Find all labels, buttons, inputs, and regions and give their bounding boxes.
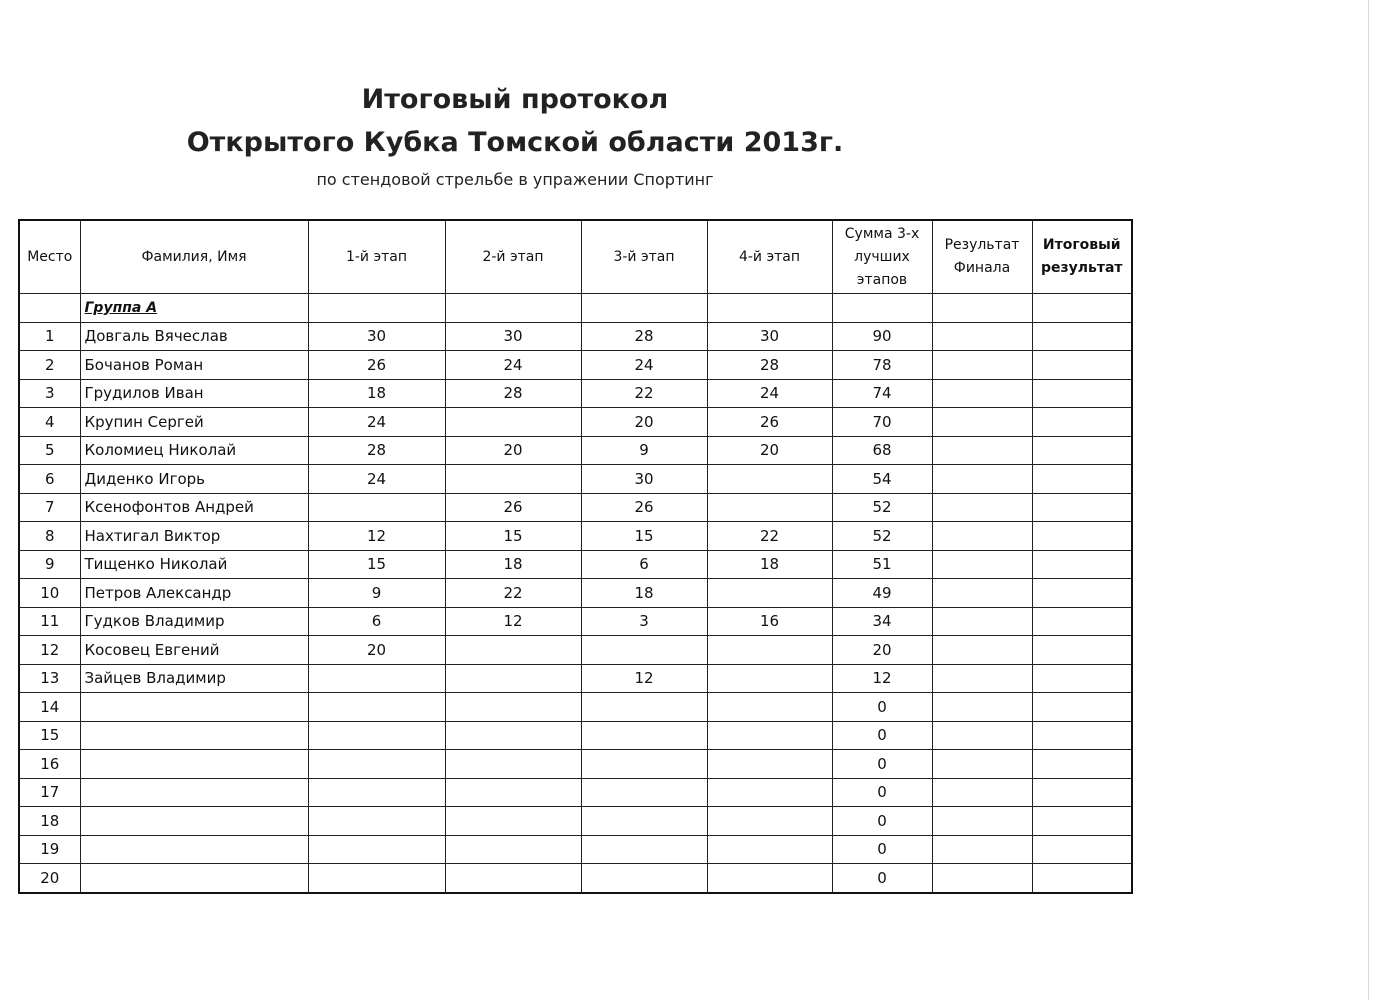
stage3-cell: 20: [581, 408, 707, 437]
document-subtitle: по стендовой стрельбе в упражении Спортинг: [316, 170, 714, 189]
table-row: [19, 522, 1132, 551]
stage2-cell: [445, 835, 581, 864]
place-cell: 5: [19, 436, 80, 465]
stage4-cell: [707, 636, 832, 665]
stage2-cell: 18: [445, 550, 581, 579]
total-result-cell: [1032, 864, 1132, 893]
stage2-cell: [445, 408, 581, 437]
stage1-cell: 24: [308, 408, 445, 437]
empty-cell: [308, 294, 445, 323]
total-result-cell: [1032, 351, 1132, 380]
group-label: Группа А: [80, 294, 308, 323]
best3-sum-cell: 0: [832, 807, 932, 836]
name-cell: Гудков Владимир: [80, 607, 308, 636]
stage3-cell: 26: [581, 493, 707, 522]
stage2-cell: [445, 864, 581, 893]
final-result-cell: [932, 664, 1032, 693]
final-result-cell: [932, 436, 1032, 465]
name-cell: [80, 750, 308, 779]
column-header-stage3: 3-й этап: [581, 220, 707, 294]
final-result-cell: [932, 636, 1032, 665]
table-row: [19, 465, 1132, 494]
stage1-cell: 18: [308, 379, 445, 408]
table-row: [19, 664, 1132, 693]
empty-cell: [581, 294, 707, 323]
final-result-cell: [932, 522, 1032, 551]
stage4-cell: 26: [707, 408, 832, 437]
stage4-cell: [707, 579, 832, 608]
best3-sum-cell: 0: [832, 693, 932, 722]
stage3-cell: 15: [581, 522, 707, 551]
total-result-cell: [1032, 465, 1132, 494]
final-result-cell: [932, 493, 1032, 522]
place-cell: 10: [19, 579, 80, 608]
stage1-cell: [308, 664, 445, 693]
stage4-cell: [707, 493, 832, 522]
table-row: [19, 408, 1132, 437]
table-row: [19, 864, 1132, 893]
total-result-cell: [1032, 550, 1132, 579]
stage2-cell: 12: [445, 607, 581, 636]
final-result-cell: [932, 379, 1032, 408]
final-result-cell: [932, 607, 1032, 636]
stage2-cell: 26: [445, 493, 581, 522]
stage2-cell: [445, 778, 581, 807]
empty-cell: [1032, 294, 1132, 323]
stage4-cell: [707, 465, 832, 494]
place-cell: 11: [19, 607, 80, 636]
best3-sum-cell: 68: [832, 436, 932, 465]
stage2-cell: [445, 807, 581, 836]
stage2-cell: [445, 750, 581, 779]
place-cell: 8: [19, 522, 80, 551]
stage3-cell: [581, 778, 707, 807]
best3-sum-cell: 52: [832, 493, 932, 522]
place-cell: 16: [19, 750, 80, 779]
final-result-cell: [932, 351, 1032, 380]
results-table: [18, 219, 1133, 894]
total-result-cell: [1032, 607, 1132, 636]
place-cell: 14: [19, 693, 80, 722]
stage1-cell: 28: [308, 436, 445, 465]
stage3-cell: 6: [581, 550, 707, 579]
best3-sum-cell: 78: [832, 351, 932, 380]
total-result-cell: [1032, 693, 1132, 722]
stage1-cell: [308, 493, 445, 522]
place-cell: 2: [19, 351, 80, 380]
stage4-cell: [707, 750, 832, 779]
best3-sum-cell: 90: [832, 322, 932, 351]
name-cell: Косовец Евгений: [80, 636, 308, 665]
stage1-cell: [308, 750, 445, 779]
name-cell: Крупин Сергей: [80, 408, 308, 437]
name-cell: [80, 835, 308, 864]
stage1-cell: 26: [308, 351, 445, 380]
stage3-cell: 22: [581, 379, 707, 408]
best3-sum-cell: 49: [832, 579, 932, 608]
stage3-cell: [581, 693, 707, 722]
table-row: [19, 693, 1132, 722]
place-cell: 18: [19, 807, 80, 836]
table-row: [19, 579, 1132, 608]
header-row: [19, 220, 1132, 294]
empty-cell: [932, 294, 1032, 323]
final-result-cell: [932, 807, 1032, 836]
stage3-cell: 18: [581, 579, 707, 608]
best3-sum-cell: 0: [832, 750, 932, 779]
place-cell: 4: [19, 408, 80, 437]
total-result-cell: [1032, 664, 1132, 693]
stage1-cell: [308, 693, 445, 722]
final-result-cell: [932, 408, 1032, 437]
name-cell: [80, 721, 308, 750]
stage3-cell: 9: [581, 436, 707, 465]
table-row: [19, 835, 1132, 864]
table-row: [19, 379, 1132, 408]
best3-sum-cell: 0: [832, 778, 932, 807]
column-header-best3-sum: Сумма 3-х лучших этапов: [832, 220, 932, 294]
stage4-cell: [707, 835, 832, 864]
total-result-cell: [1032, 408, 1132, 437]
stage2-cell: 30: [445, 322, 581, 351]
name-cell: [80, 778, 308, 807]
stage1-cell: [308, 864, 445, 893]
stage1-cell: 6: [308, 607, 445, 636]
place-cell: 1: [19, 322, 80, 351]
column-header-total-result: Итоговый результат: [1032, 220, 1132, 294]
place-cell: 17: [19, 778, 80, 807]
name-cell: Петров Александр: [80, 579, 308, 608]
place-cell: 6: [19, 465, 80, 494]
final-result-cell: [932, 550, 1032, 579]
name-cell: Диденко Игорь: [80, 465, 308, 494]
stage1-cell: [308, 835, 445, 864]
best3-sum-cell: 0: [832, 721, 932, 750]
column-header-stage1: 1-й этап: [308, 220, 445, 294]
stage4-cell: 18: [707, 550, 832, 579]
stage4-cell: [707, 721, 832, 750]
stage3-cell: [581, 864, 707, 893]
stage3-cell: [581, 636, 707, 665]
table-row: [19, 636, 1132, 665]
total-result-cell: [1032, 436, 1132, 465]
stage2-cell: [445, 664, 581, 693]
final-result-cell: [932, 864, 1032, 893]
final-result-cell: [932, 835, 1032, 864]
total-result-cell: [1032, 379, 1132, 408]
stage2-cell: 22: [445, 579, 581, 608]
final-result-cell: [932, 721, 1032, 750]
place-cell: 13: [19, 664, 80, 693]
empty-cell: [832, 294, 932, 323]
name-cell: Грудилов Иван: [80, 379, 308, 408]
final-result-cell: [932, 465, 1032, 494]
total-result-cell: [1032, 522, 1132, 551]
best3-sum-cell: 51: [832, 550, 932, 579]
stage4-cell: [707, 693, 832, 722]
best3-sum-cell: 54: [832, 465, 932, 494]
stage4-cell: [707, 664, 832, 693]
stage4-cell: 20: [707, 436, 832, 465]
stage2-cell: 20: [445, 436, 581, 465]
stage2-cell: [445, 636, 581, 665]
final-result-cell: [932, 322, 1032, 351]
stage4-cell: 16: [707, 607, 832, 636]
total-result-cell: [1032, 750, 1132, 779]
column-header-place: Место: [19, 220, 80, 294]
table-row: [19, 778, 1132, 807]
total-result-cell: [1032, 778, 1132, 807]
stage3-cell: 12: [581, 664, 707, 693]
document-title: Итоговый протокол: [361, 84, 669, 115]
table-row: [19, 436, 1132, 465]
stage3-cell: [581, 750, 707, 779]
stage1-cell: 15: [308, 550, 445, 579]
name-cell: Бочанов Роман: [80, 351, 308, 380]
stage1-cell: 24: [308, 465, 445, 494]
place-cell: 3: [19, 379, 80, 408]
best3-sum-cell: 70: [832, 408, 932, 437]
stage3-cell: 30: [581, 465, 707, 494]
best3-sum-cell: 52: [832, 522, 932, 551]
best3-sum-cell: 0: [832, 864, 932, 893]
stage2-cell: 24: [445, 351, 581, 380]
table-row: [19, 493, 1132, 522]
document-title-event: Открытого Кубка Томской области 2013г.: [186, 127, 844, 158]
place-cell: 15: [19, 721, 80, 750]
stage1-cell: 20: [308, 636, 445, 665]
name-cell: Нахтигал Виктор: [80, 522, 308, 551]
place-cell: 9: [19, 550, 80, 579]
stage4-cell: 28: [707, 351, 832, 380]
best3-sum-cell: 0: [832, 835, 932, 864]
stage3-cell: 28: [581, 322, 707, 351]
stage3-cell: [581, 807, 707, 836]
table-row: [19, 351, 1132, 380]
table-row: [19, 750, 1132, 779]
table-row: [19, 550, 1132, 579]
stage3-cell: 3: [581, 607, 707, 636]
name-cell: Ксенофонтов Андрей: [80, 493, 308, 522]
stage1-cell: [308, 778, 445, 807]
final-result-cell: [932, 778, 1032, 807]
stage2-cell: [445, 721, 581, 750]
stage1-cell: 9: [308, 579, 445, 608]
stage4-cell: [707, 778, 832, 807]
scan-edge-line: [1368, 0, 1369, 1000]
group-place-cell: [19, 294, 80, 323]
best3-sum-cell: 12: [832, 664, 932, 693]
final-result-cell: [932, 579, 1032, 608]
stage1-cell: 30: [308, 322, 445, 351]
stage4-cell: [707, 807, 832, 836]
stage1-cell: 12: [308, 522, 445, 551]
stage4-cell: 30: [707, 322, 832, 351]
total-result-cell: [1032, 721, 1132, 750]
place-cell: 12: [19, 636, 80, 665]
name-cell: [80, 807, 308, 836]
total-result-cell: [1032, 322, 1132, 351]
place-cell: 7: [19, 493, 80, 522]
stage2-cell: [445, 693, 581, 722]
stage3-cell: [581, 835, 707, 864]
stage4-cell: [707, 864, 832, 893]
place-cell: 19: [19, 835, 80, 864]
stage4-cell: 24: [707, 379, 832, 408]
stage2-cell: 28: [445, 379, 581, 408]
column-header-stage2: 2-й этап: [445, 220, 581, 294]
table-row: [19, 607, 1132, 636]
stage2-cell: 15: [445, 522, 581, 551]
final-result-cell: [932, 750, 1032, 779]
total-result-cell: [1032, 493, 1132, 522]
empty-cell: [445, 294, 581, 323]
column-header-final-result: Результат Финала: [932, 220, 1032, 294]
name-cell: Довгаль Вячеслав: [80, 322, 308, 351]
name-cell: [80, 693, 308, 722]
name-cell: Тищенко Николай: [80, 550, 308, 579]
stage3-cell: [581, 721, 707, 750]
stage1-cell: [308, 807, 445, 836]
place-cell: 20: [19, 864, 80, 893]
stage3-cell: 24: [581, 351, 707, 380]
total-result-cell: [1032, 807, 1132, 836]
column-header-name: Фамилия, Имя: [80, 220, 308, 294]
best3-sum-cell: 20: [832, 636, 932, 665]
best3-sum-cell: 34: [832, 607, 932, 636]
stage4-cell: 22: [707, 522, 832, 551]
table-row: [19, 721, 1132, 750]
total-result-cell: [1032, 636, 1132, 665]
total-result-cell: [1032, 579, 1132, 608]
name-cell: [80, 864, 308, 893]
name-cell: Коломиец Николай: [80, 436, 308, 465]
best3-sum-cell: 74: [832, 379, 932, 408]
name-cell: Зайцев Владимир: [80, 664, 308, 693]
group-row: [19, 294, 1132, 323]
empty-cell: [707, 294, 832, 323]
final-result-cell: [932, 693, 1032, 722]
table-row: [19, 807, 1132, 836]
table-row: [19, 322, 1132, 351]
column-header-stage4: 4-й этап: [707, 220, 832, 294]
stage1-cell: [308, 721, 445, 750]
total-result-cell: [1032, 835, 1132, 864]
stage2-cell: [445, 465, 581, 494]
